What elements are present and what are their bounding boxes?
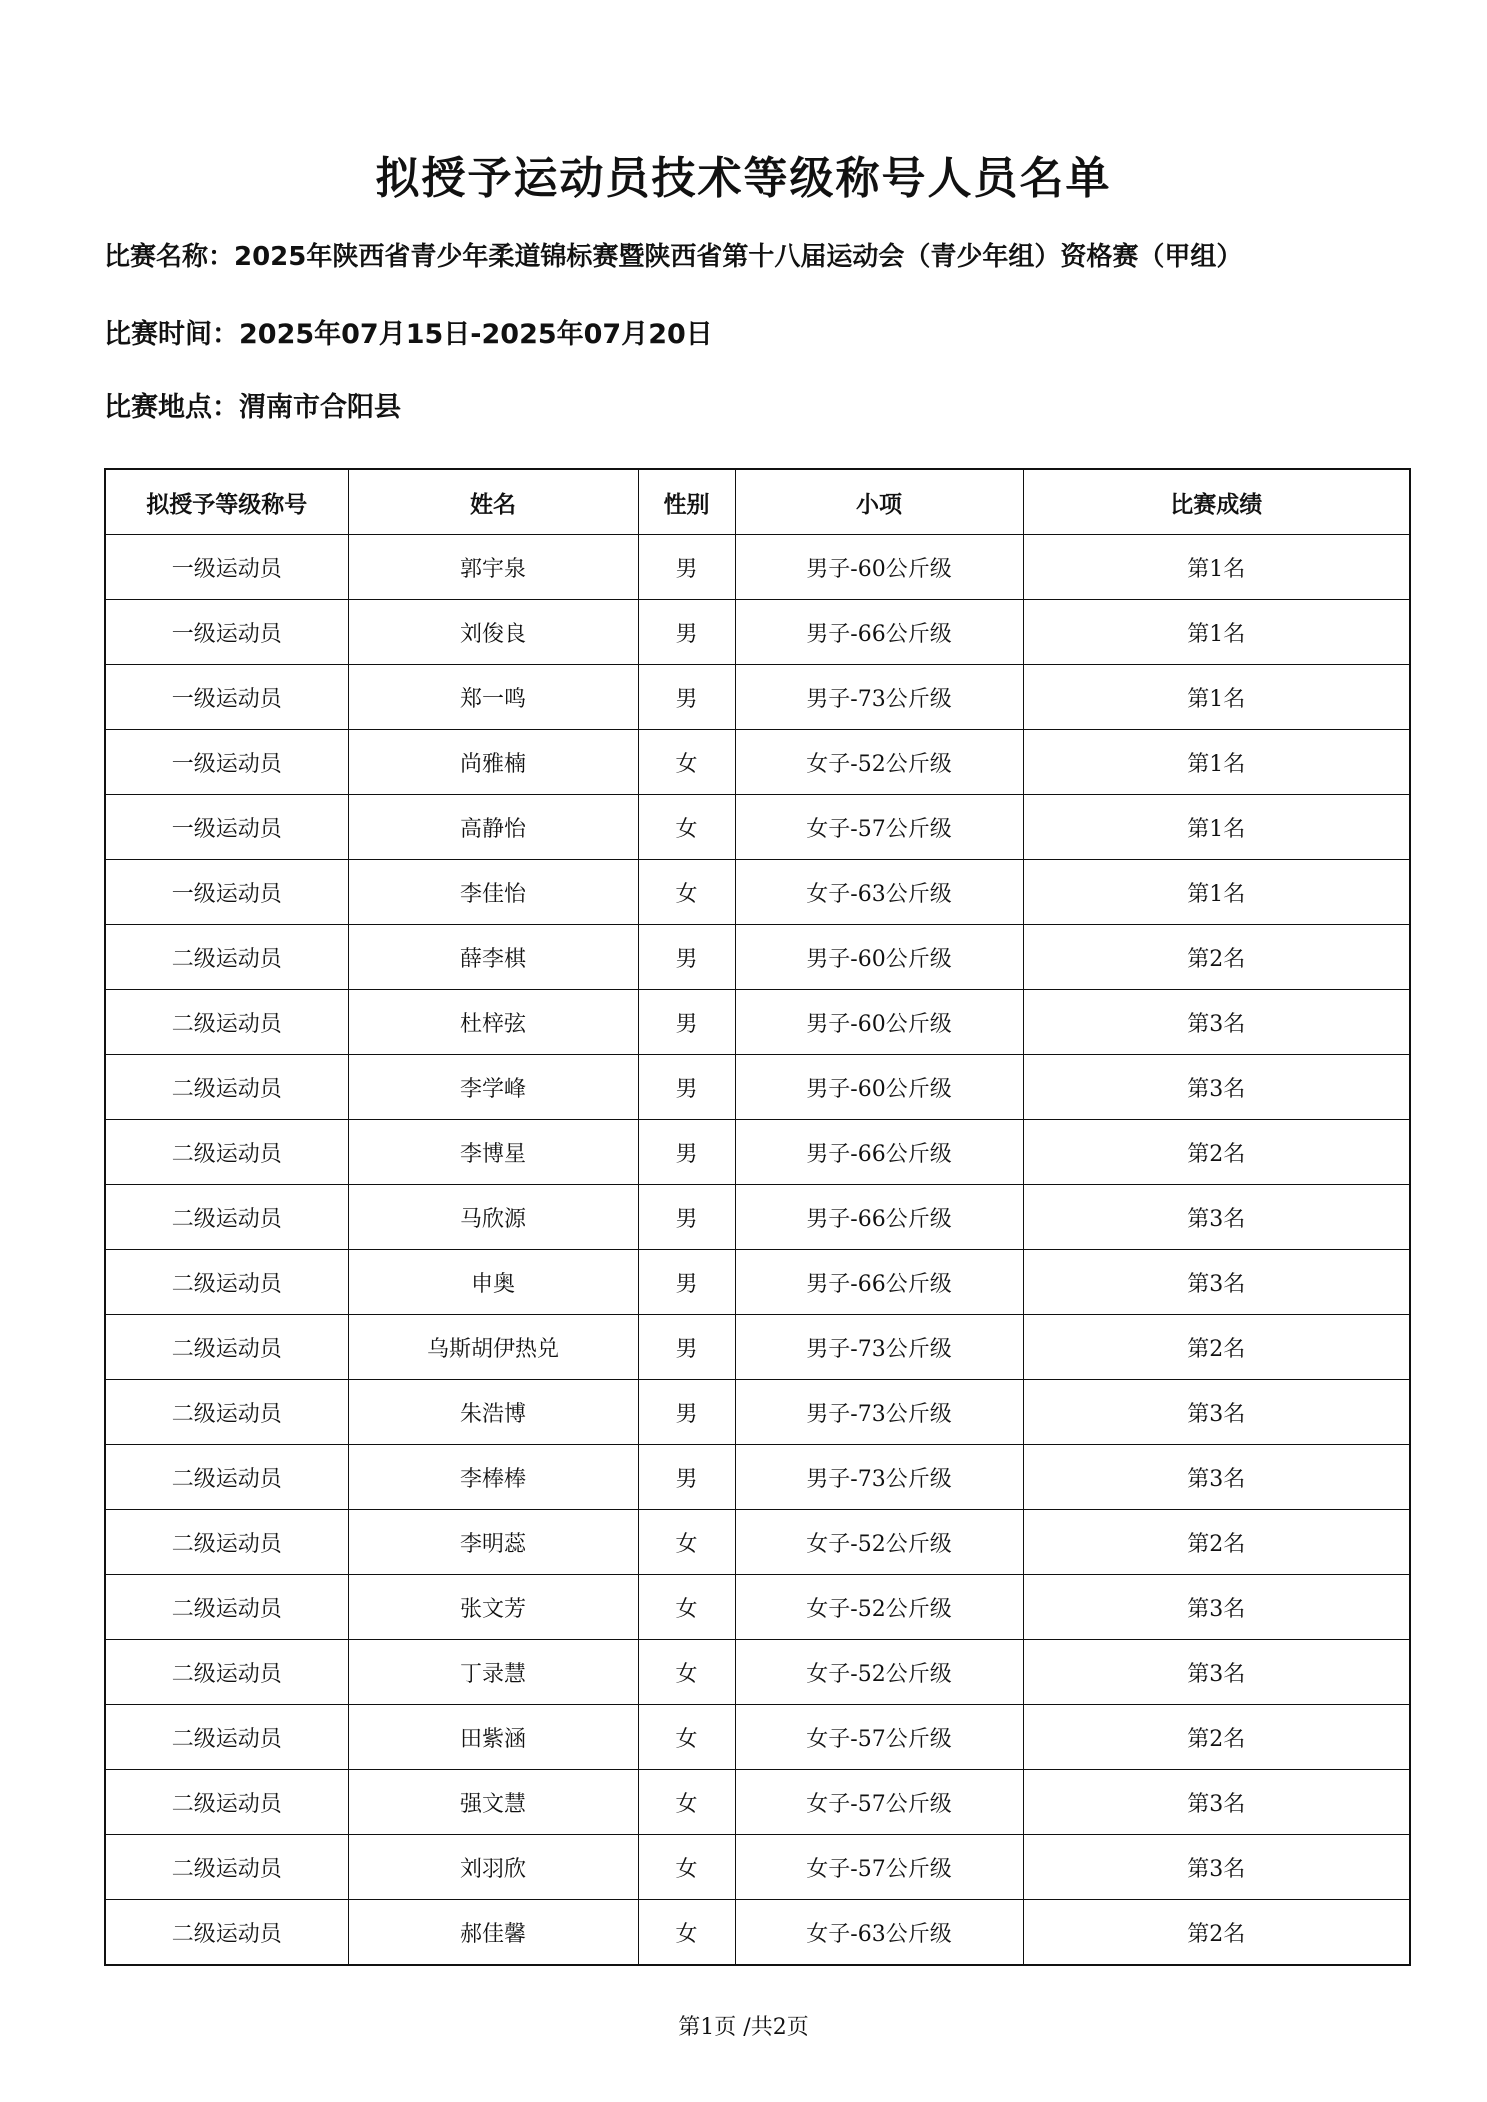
- cell-gender: 女: [638, 1705, 735, 1770]
- cell-name: 马欣源: [348, 1185, 638, 1250]
- cell-result: 第1名: [1023, 795, 1410, 860]
- cell-result: 第3名: [1023, 1575, 1410, 1640]
- table-row: [105, 1185, 1410, 1250]
- table-row: [105, 1380, 1410, 1445]
- cell-gender: 女: [638, 1770, 735, 1835]
- cell-event: 男子-66公斤级: [735, 1120, 1023, 1185]
- cell-gender: 女: [638, 730, 735, 795]
- cell-grade: 二级运动员: [105, 1250, 348, 1315]
- cell-event: 男子-73公斤级: [735, 1445, 1023, 1510]
- cell-gender: 男: [638, 600, 735, 665]
- cell-name: 朱浩博: [348, 1380, 638, 1445]
- cell-result: 第3名: [1023, 1640, 1410, 1705]
- competition-name: 比赛名称：2025年陕西省青少年柔道锦标赛暨陕西省第十八届运动会（青少年组）资格赛（甲组）: [104, 242, 1243, 272]
- cell-grade: 二级运动员: [105, 1120, 348, 1185]
- cell-grade: 一级运动员: [105, 795, 348, 860]
- header-name: 姓名: [348, 469, 638, 535]
- cell-grade: 二级运动员: [105, 1900, 348, 1966]
- cell-result: 第3名: [1023, 990, 1410, 1055]
- cell-gender: 女: [638, 795, 735, 860]
- cell-event: 女子-57公斤级: [735, 1705, 1023, 1770]
- cell-event: 男子-73公斤级: [735, 1315, 1023, 1380]
- cell-event: 女子-63公斤级: [735, 860, 1023, 925]
- cell-event: 女子-57公斤级: [735, 1835, 1023, 1900]
- cell-event: 女子-52公斤级: [735, 730, 1023, 795]
- cell-grade: 一级运动员: [105, 600, 348, 665]
- cell-grade: 二级运动员: [105, 1510, 348, 1575]
- cell-grade: 二级运动员: [105, 1575, 348, 1640]
- table-row: [105, 1315, 1410, 1380]
- cell-gender: 女: [638, 1835, 735, 1900]
- cell-gender: 男: [638, 1055, 735, 1120]
- cell-name: 刘俊良: [348, 600, 638, 665]
- cell-name: 李博星: [348, 1120, 638, 1185]
- cell-grade: 二级运动员: [105, 1445, 348, 1510]
- cell-event: 女子-63公斤级: [735, 1900, 1023, 1966]
- cell-event: 女子-57公斤级: [735, 1770, 1023, 1835]
- cell-event: 女子-52公斤级: [735, 1575, 1023, 1640]
- cell-gender: 女: [638, 1575, 735, 1640]
- cell-event: 男子-66公斤级: [735, 600, 1023, 665]
- cell-name: 田紫涵: [348, 1705, 638, 1770]
- cell-name: 丁录慧: [348, 1640, 638, 1705]
- cell-result: 第2名: [1023, 925, 1410, 990]
- cell-result: 第3名: [1023, 1250, 1410, 1315]
- cell-result: 第1名: [1023, 860, 1410, 925]
- cell-name: 强文慧: [348, 1770, 638, 1835]
- table-header-row: [105, 469, 1410, 535]
- cell-result: 第1名: [1023, 535, 1410, 600]
- cell-result: 第3名: [1023, 1380, 1410, 1445]
- cell-name: 李佳怡: [348, 860, 638, 925]
- competition-time: 比赛时间：2025年07月15日-2025年07月20日: [104, 319, 713, 350]
- cell-result: 第2名: [1023, 1900, 1410, 1966]
- table-row: [105, 665, 1410, 730]
- cell-name: 李棒棒: [348, 1445, 638, 1510]
- roster-table: [104, 468, 1411, 1966]
- table-row: [105, 730, 1410, 795]
- cell-event: 男子-73公斤级: [735, 665, 1023, 730]
- cell-grade: 二级运动员: [105, 1315, 348, 1380]
- cell-grade: 二级运动员: [105, 1705, 348, 1770]
- cell-result: 第1名: [1023, 730, 1410, 795]
- cell-grade: 二级运动员: [105, 1835, 348, 1900]
- cell-grade: 二级运动员: [105, 1770, 348, 1835]
- table-row: [105, 925, 1410, 990]
- cell-gender: 女: [638, 1510, 735, 1575]
- cell-result: 第3名: [1023, 1770, 1410, 1835]
- cell-gender: 男: [638, 1250, 735, 1315]
- table-row: [105, 1770, 1410, 1835]
- cell-name: 李学峰: [348, 1055, 638, 1120]
- cell-result: 第3名: [1023, 1835, 1410, 1900]
- cell-grade: 二级运动员: [105, 1055, 348, 1120]
- cell-grade: 二级运动员: [105, 1640, 348, 1705]
- cell-result: 第2名: [1023, 1510, 1410, 1575]
- competition-place: 比赛地点：渭南市合阳县: [104, 392, 401, 423]
- cell-result: 第1名: [1023, 600, 1410, 665]
- table-row: [105, 1575, 1410, 1640]
- cell-event: 男子-73公斤级: [735, 1380, 1023, 1445]
- cell-gender: 男: [638, 925, 735, 990]
- cell-grade: 一级运动员: [105, 665, 348, 730]
- cell-result: 第2名: [1023, 1705, 1410, 1770]
- table-row: [105, 1510, 1410, 1575]
- cell-name: 高静怡: [348, 795, 638, 860]
- cell-event: 女子-52公斤级: [735, 1640, 1023, 1705]
- cell-gender: 男: [638, 535, 735, 600]
- cell-name: 郝佳馨: [348, 1900, 638, 1966]
- table-row: [105, 795, 1410, 860]
- cell-name: 李明蕊: [348, 1510, 638, 1575]
- cell-event: 男子-60公斤级: [735, 535, 1023, 600]
- header-result: 比赛成绩: [1023, 469, 1410, 535]
- cell-gender: 女: [638, 1640, 735, 1705]
- header-grade: 拟授予等级称号: [105, 469, 348, 535]
- cell-name: 杜梓弦: [348, 990, 638, 1055]
- cell-result: 第1名: [1023, 665, 1410, 730]
- cell-event: 女子-52公斤级: [735, 1510, 1023, 1575]
- cell-gender: 男: [638, 1185, 735, 1250]
- cell-grade: 二级运动员: [105, 1380, 348, 1445]
- cell-result: 第3名: [1023, 1185, 1410, 1250]
- cell-gender: 男: [638, 1380, 735, 1445]
- table-row: [105, 535, 1410, 600]
- cell-result: 第2名: [1023, 1120, 1410, 1185]
- document-title: 拟授予运动员技术等级称号人员名单: [375, 153, 1112, 204]
- cell-event: 男子-60公斤级: [735, 990, 1023, 1055]
- header-event: 小项: [735, 469, 1023, 535]
- cell-result: 第3名: [1023, 1055, 1410, 1120]
- cell-result: 第2名: [1023, 1315, 1410, 1380]
- page-number: 第1页 /共2页: [678, 2015, 809, 2040]
- table-body: [105, 535, 1410, 1966]
- table-row: [105, 1900, 1410, 1966]
- table-row: [105, 1640, 1410, 1705]
- cell-name: 刘羽欣: [348, 1835, 638, 1900]
- cell-gender: 男: [638, 1315, 735, 1380]
- cell-grade: 一级运动员: [105, 730, 348, 795]
- table-row: [105, 1120, 1410, 1185]
- cell-event: 男子-66公斤级: [735, 1250, 1023, 1315]
- header-gender: 性别: [638, 469, 735, 535]
- table-row: [105, 1835, 1410, 1900]
- cell-grade: 一级运动员: [105, 535, 348, 600]
- cell-event: 男子-60公斤级: [735, 1055, 1023, 1120]
- cell-gender: 男: [638, 990, 735, 1055]
- table-row: [105, 990, 1410, 1055]
- cell-grade: 二级运动员: [105, 1185, 348, 1250]
- cell-event: 男子-60公斤级: [735, 925, 1023, 990]
- table-row: [105, 1705, 1410, 1770]
- cell-name: 乌斯胡伊热兑: [348, 1315, 638, 1380]
- table-row: [105, 1250, 1410, 1315]
- cell-name: 郑一鸣: [348, 665, 638, 730]
- cell-gender: 男: [638, 1445, 735, 1510]
- cell-event: 男子-66公斤级: [735, 1185, 1023, 1250]
- cell-event: 女子-57公斤级: [735, 795, 1023, 860]
- cell-name: 郭宇泉: [348, 535, 638, 600]
- cell-gender: 男: [638, 1120, 735, 1185]
- cell-gender: 女: [638, 860, 735, 925]
- cell-gender: 男: [638, 665, 735, 730]
- cell-name: 申奥: [348, 1250, 638, 1315]
- cell-name: 尚雅楠: [348, 730, 638, 795]
- cell-result: 第3名: [1023, 1445, 1410, 1510]
- cell-grade: 二级运动员: [105, 990, 348, 1055]
- table-row: [105, 1445, 1410, 1510]
- table-row: [105, 860, 1410, 925]
- cell-grade: 一级运动员: [105, 860, 348, 925]
- table-row: [105, 600, 1410, 665]
- cell-gender: 女: [638, 1900, 735, 1966]
- cell-name: 薛李棋: [348, 925, 638, 990]
- cell-grade: 二级运动员: [105, 925, 348, 990]
- table-row: [105, 1055, 1410, 1120]
- cell-name: 张文芳: [348, 1575, 638, 1640]
